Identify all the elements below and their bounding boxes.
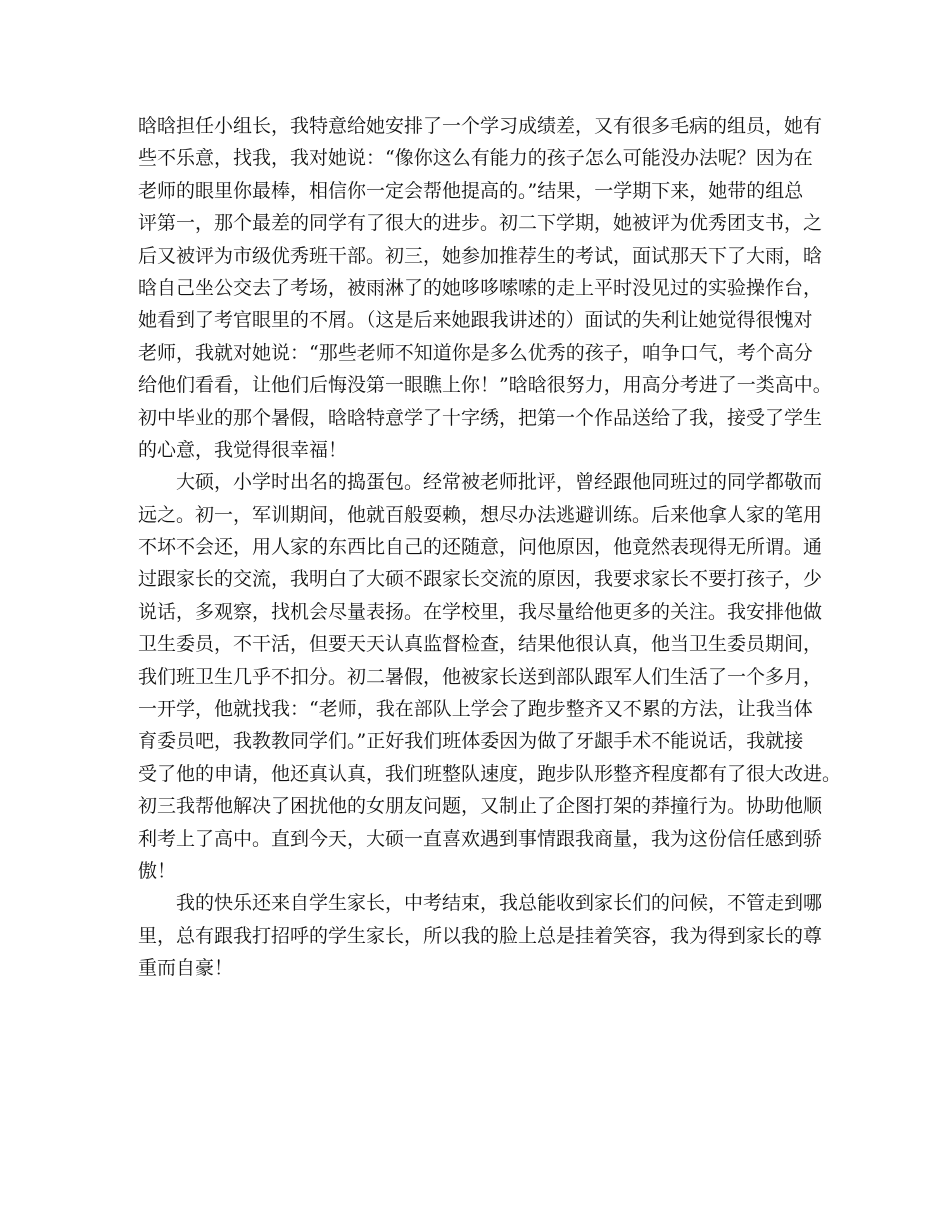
paragraph [138, 466, 842, 887]
text-line: 我们班卫生几乎不扣分。初二暑假，他被家长送到部队跟军人们生活了一个多月， [138, 665, 823, 688]
text-line: 后又被评为市级优秀班干部。初三，她参加推荐生的考试，面试那天下了大雨，晗 [138, 244, 823, 267]
text-line: 我的快乐还来自学生家长，中考结束，我总能收到家长们的问候，不管走到哪 [176, 892, 823, 915]
text-line: 她看到了考官眼里的不屑。（这是后来她跟我讲述的）面试的失利让她觉得很愧对 [138, 309, 813, 332]
text-line: 的心意，我觉得很幸福！ [138, 438, 348, 461]
text-line: 初中毕业的那个暑假，晗晗特意学了十字绣，把第一个作品送给了我，接受了学生 [138, 406, 823, 429]
body-text [138, 110, 842, 985]
text-line: 远之。初一，军训期间，他就百般耍赖，想尽办法逃避训练。后来他拿人家的笔用 [138, 503, 823, 526]
text-line: 育委员吧，我教教同学们。”正好我们班体委因为做了牙龈手术不能说话，我就接 [138, 730, 804, 753]
text-line: 大硕，小学时出名的捣蛋包。经常被老师批评，曾经跟他同班过的同学都敬而 [176, 471, 823, 494]
text-line: 评第一，那个最差的同学有了很大的进步。初二下学期，她被评为优秀团支书，之 [138, 212, 823, 235]
text-line: 傲！ [138, 859, 177, 882]
text-line: 些不乐意，找我，我对她说：“像你这么有能力的孩子怎么可能没办法呢？因为在 [138, 147, 813, 170]
paragraph [138, 110, 832, 466]
text-line: 晗自己坐公交去了考场，被雨淋了的她哆哆嗦嗦的走上平时没见过的实验操作台， [138, 276, 823, 299]
text-line: 老师，我就对她说：“那些老师不知道你是多么优秀的孩子，咱争口气，考个高分 [138, 341, 813, 364]
text-line: 初三我帮他解决了困扰他的女朋友问题，又制止了企图打架的莽撞行为。协助他顺 [138, 795, 823, 818]
text-line: 一开学，他就找我：“老师，我在部队上学会了跑步整齐又不累的方法，让我当体 [138, 698, 813, 721]
text-line: 过跟家长的交流，我明白了大硕不跟家长交流的原因，我要求家长不要打孩子，少 [138, 568, 823, 591]
text-line: 老师的眼里你最棒，相信你一定会帮他提高的。”结果，一学期下来，她带的组总 [138, 179, 804, 202]
text-line: 不坏不会还，用人家的东西比自己的还随意，问他原因，他竟然表现得无所谓。通 [138, 536, 823, 559]
text-line: 里，总有跟我打招呼的学生家长，所以我的脸上总是挂着笑容，我为得到家长的尊 [138, 924, 823, 947]
paragraph [138, 887, 828, 984]
text-line: 受了他的申请，他还真认真，我们班整队速度，跑步队形整齐程度都有了很大改进。 [138, 762, 842, 785]
text-line: 说话，多观察，找机会尽量表扬。在学校里，我尽量给他更多的关注。我安排他做 [138, 600, 823, 623]
text-line: 卫生委员，不干活，但要天天认真监督检查，结果他很认真，他当卫生委员期间， [138, 633, 823, 656]
text-line: 重而自豪！ [138, 957, 234, 980]
text-line: 给他们看看，让他们后悔没第一眼瞧上你！”晗晗很努力，用高分考进了一类高中。 [138, 374, 832, 397]
text-line: 晗晗担任小组长，我特意给她安排了一个学习成绩差，又有很多毛病的组员，她有 [138, 115, 823, 137]
text-line: 利考上了高中。直到今天，大硕一直喜欢遇到事情跟我商量，我为这份信任感到骄 [138, 827, 823, 850]
